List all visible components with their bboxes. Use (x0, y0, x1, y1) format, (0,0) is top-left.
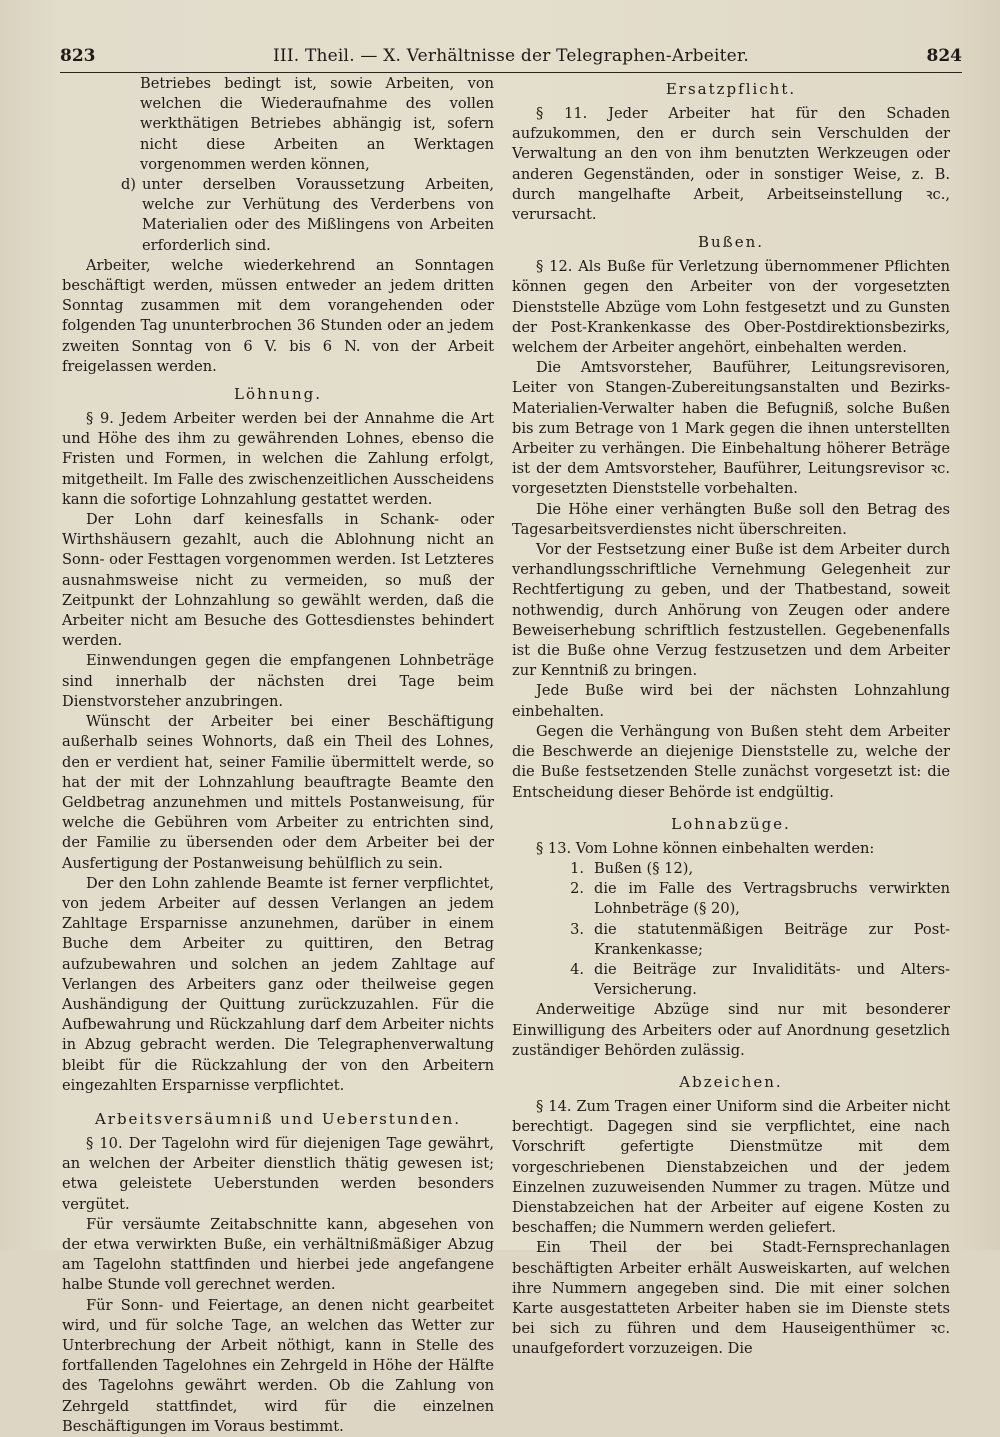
paragraph-sunday-work: Arbeiter, welche wiederkehrend an Sonntagen beschäftigt werden, müssen entweder an jedem dritten Sonntag zusammen mit dem vorangehenden oder folgenden Tag ununterbrochen 36 Stunden oder an jedem zweiten Sonntag von 6 V. bis 6 N. von der Arbeit freigelassen werden. (62, 256, 494, 375)
item-text: die statutenmäßigen Beiträge zur Post-Krankenkasse; (594, 920, 950, 958)
paragraph-section-11: § 11. Jeder Arbeiter hat für den Schaden aufzukommen, den er durch sein Verschulden der Verwaltung an den von ihm benutzten Werkzeugen oder anderen Gegenständen, oder in sonstiger Weise, z. B. durch mangelhafte Arbeit, Arbeitseinstellung ꝛc., verursacht. (512, 105, 950, 224)
paragraph: Anderweitige Abzüge sind nur mit besonderer Einwilligung des Arbeiters oder auf Anordnung gesetzlich zuständiger Behörden zulässig. (512, 1001, 950, 1059)
right-column (512, 74, 950, 1360)
paragraph: Für versäumte Zeitabschnitte kann, abgesehen von der etwa verwirkten Buße, ein verhältnißmäßiger Abzug am Tagelohn stattfinden und hierbei jede angefangene halbe Stunde voll gerechnet werden. (62, 1215, 494, 1294)
section-heading-abzeichen: Abzeichen. (679, 1072, 783, 1091)
paragraph-section-13: § 13. Vom Lohne können einbehalten werden: (536, 839, 875, 857)
paragraph: Der Lohn darf keinesfalls in Schank- oder Wirthshäusern gezahlt, auch die Ablohnung nicht an Sonn- oder Festtagen vorgenommen werden. Ist Letzteres ausnahmsweise nicht zu vermeiden, so muß der Zeitpunkt der Lohnzahlung so gewählt werden, daß die Arbeiter nicht am Besuche des Gottesdienstes behindert werden. (62, 511, 494, 650)
left-column (62, 74, 494, 1437)
section-heading-ersatzpflicht: Ersatzpflicht. (665, 80, 797, 98)
paragraph: Wünscht der Arbeiter bei einer Beschäftigung außerhalb seines Wohnorts, daß ein Theil des Lohnes, den er verdient hat, seiner Familie übermittelt werde, so hat der mit der Lohnzahlung beauftragte Beamte den Geldbetrag anzunehmen und mittels Postanweisung, für welche die Gebühren vom Arbeiter zu entrichten sind, der Familie zu übersenden oder dem Arbeiter bei der Ausfertigung der Postanweisung behülflich zu sein. (62, 713, 494, 872)
section-heading-arbeitsversaeumnis: Arbeitsversäumniß und Ueberstunden. (94, 1109, 462, 1128)
running-title: III. Theil. — X. Verhältnisse der Telegraphen-Arbeiter. (273, 46, 749, 66)
header-rule (60, 72, 962, 73)
paragraph-section-12: § 12. Als Buße für Verletzung übernommener Pflichten können gegen den Arbeiter von der vorgesetzten Dienststelle Abzüge vom Lohn festgesetzt und zu Gunsten der Post-Krankenkasse des Ober-Postdirektionsbezirks, welchem der Arbeiter angehört, einbehalten werden. (512, 258, 950, 357)
paragraph-section-14: § 14. Zum Tragen einer Uniform sind die Arbeiter nicht berechtigt. Dagegen sind sie verpflichtet, eine nach Vorschrift gefertigte Dienstmütze mit dem vorgeschriebenen Dienstabzeichen und der jedem Einzelnen zuzuweisenden Nummer zu tragen. Mütze und Dienstabzeichen hat der Arbeiter auf eigene Kosten zu beschaffen; die Nummern werden geliefert. (512, 1097, 950, 1237)
section-heading-lohnabzuege: Lohnabzüge. (671, 814, 791, 833)
item-number: 3. (570, 920, 584, 938)
list-label: d) (120, 176, 136, 194)
paragraph-section-9: § 9. Jedem Arbeiter werden bei der Annahme die Art und Höhe des ihm zu gewährenden Lohnes, ebenso die Fristen und Formen, in welchen die Zahlung erfolgt, mitgetheilt. Im Falle des zwischenzeitlichen Ausscheidens kann die sofortige Lohnzahlung gestattet werden. (62, 410, 494, 508)
paragraph: Der den Lohn zahlende Beamte ist ferner verpflichtet, von jedem Arbeiter auf dessen Verlangen an jedem Zahltage Ersparnisse anzunehmen, darüber in einem Buche dem Arbeiter zu quittiren, den Betrag aufzubewahren und solchen an jedem Zahltage auf Verlangen des Arbeiters ganz oder theilweise gegen Aushändigung der Quittung zurückzuzahlen. Für die Aufbewahrung und Rückzahlung darf dem Arbeiter nichts in Abzug gebracht werden. Die Telegraphenverwaltung bleibt für die Rückzahlung der von den Arbeitern eingezahlten Ersparnisse verpflichtet. (62, 874, 494, 1094)
paragraph: Die Amtsvorsteher, Bauführer, Leitungsrevisoren, Leiter von Stangen-Zubereitungsanstalten und Bezirks-Materialien-Verwalter haben die Befugniß, solche Bußen bis zum Betrage von 1 Mark gegen die ihnen unterstellten Arbeiter zu verhängen. Die Einbehaltung höherer Beträge ist der dem Amtsvorsteher, Bauführer, Leitungsrevisor ꝛc. vorgesetzten Dienststelle vorbehalten. (512, 359, 950, 498)
item-number: 2. (570, 880, 584, 898)
section-heading-loehnung: Löhnung. (233, 385, 322, 404)
paragraph: Einwendungen gegen die empfangenen Lohnbeträge sind innerhalb der nächsten drei Tage beim Dienstvorsteher anzubringen. (62, 652, 494, 710)
item-text: die im Falle des Vertragsbruchs verwirkten Lohnbeträge (§ 20), (594, 880, 950, 918)
numbered-item (512, 960, 950, 1000)
page-header (60, 42, 962, 70)
list-text: unter derselben Voraussetzung Arbeiten, welche zur Verhütung des Verderbens von Materialien oder des Mißlingens von Arbeiten erforderlich sind. (142, 176, 494, 254)
list-item-d (62, 175, 494, 256)
item-number: 1. (570, 859, 584, 877)
paragraph: Ein Theil der bei Stadt-Fernsprechanlagen beschäftigten Arbeiter erhält Ausweiskarten, auf welchen ihre Nummern angegeben sind. Die mit einer solchen Karte ausgestatteten Arbeiter haben sie im Dienste stets bei sich zu führen und dem Hauseigenthümer ꝛc. unaufgefordert vorzuzeigen. Die (512, 1239, 950, 1358)
numbered-item (512, 920, 950, 960)
numbered-item (512, 879, 950, 919)
paragraph: Vor der Festsetzung einer Buße ist dem Arbeiter durch verhandlungsschriftliche Vernehmung Gelegenheit zur Rechtfertigung zu geben, und der Thatbestand, soweit nothwendig, durch Anhörung von Zeugen oder andere Beweiserhebung schriftlich festzustellen. Gegebenenfalls ist die Buße ohne Verzug festzusetzen und dem Arbeiter zur Kenntniß zu bringen. (512, 541, 950, 680)
paragraph: Für Sonn- und Feiertage, an denen nicht gearbeitet wird, und für solche Tage, an welchen das Wetter zur Unterbrechung der Arbeit nöthigt, kann in Stelle des fortfallenden Tagelohnes ein Zehrgeld in Höhe der Hälfte des Tagelohns gewährt werden. Ob die Zahlung von Zehrgeld stattfindet, wird für die einzelnen Beschäftigungen im Voraus bestimmt. (62, 1296, 494, 1435)
continued-item-text: Betriebes bedingt ist, sowie Arbeiten, von welchen die Wiederaufnahme des vollen werkthätigen Betriebes abhängig ist, sofern nicht diese Arbeiten an Werktagen vorgenommen werden können, (140, 75, 494, 173)
item-text: Bußen (§ 12), (594, 859, 694, 877)
page-number-left: 823 (60, 46, 96, 66)
paragraph: Gegen die Verhängung von Bußen steht dem Arbeiter die Beschwerde an diejenige Dienststelle zu, welche der die Buße festsetzenden Stelle zunächst vorgesetzt ist: die Entscheidung dieser Behörde ist endgültig. (512, 722, 950, 801)
numbered-item (512, 859, 950, 879)
page-number-right: 824 (926, 46, 962, 66)
item-text: die Beiträge zur Invaliditäts- und Alters-Versicherung. (594, 960, 950, 999)
section-heading-bussen: Bußen. (697, 233, 764, 252)
paragraph: Die Höhe einer verhängten Buße soll den Betrag des Tagesarbeitsverdienstes nicht überschreiten. (512, 500, 950, 538)
item-number: 4. (570, 960, 584, 978)
paragraph-section-10: § 10. Der Tagelohn wird für diejenigen Tage gewährt, an welchen der Arbeiter dienstlich thätig gewesen ist; etwa geleistete Ueberstunden werden besonders vergütet. (62, 1134, 494, 1213)
paragraph: Jede Buße wird bei der nächsten Lohnzahlung einbehalten. (512, 682, 950, 720)
